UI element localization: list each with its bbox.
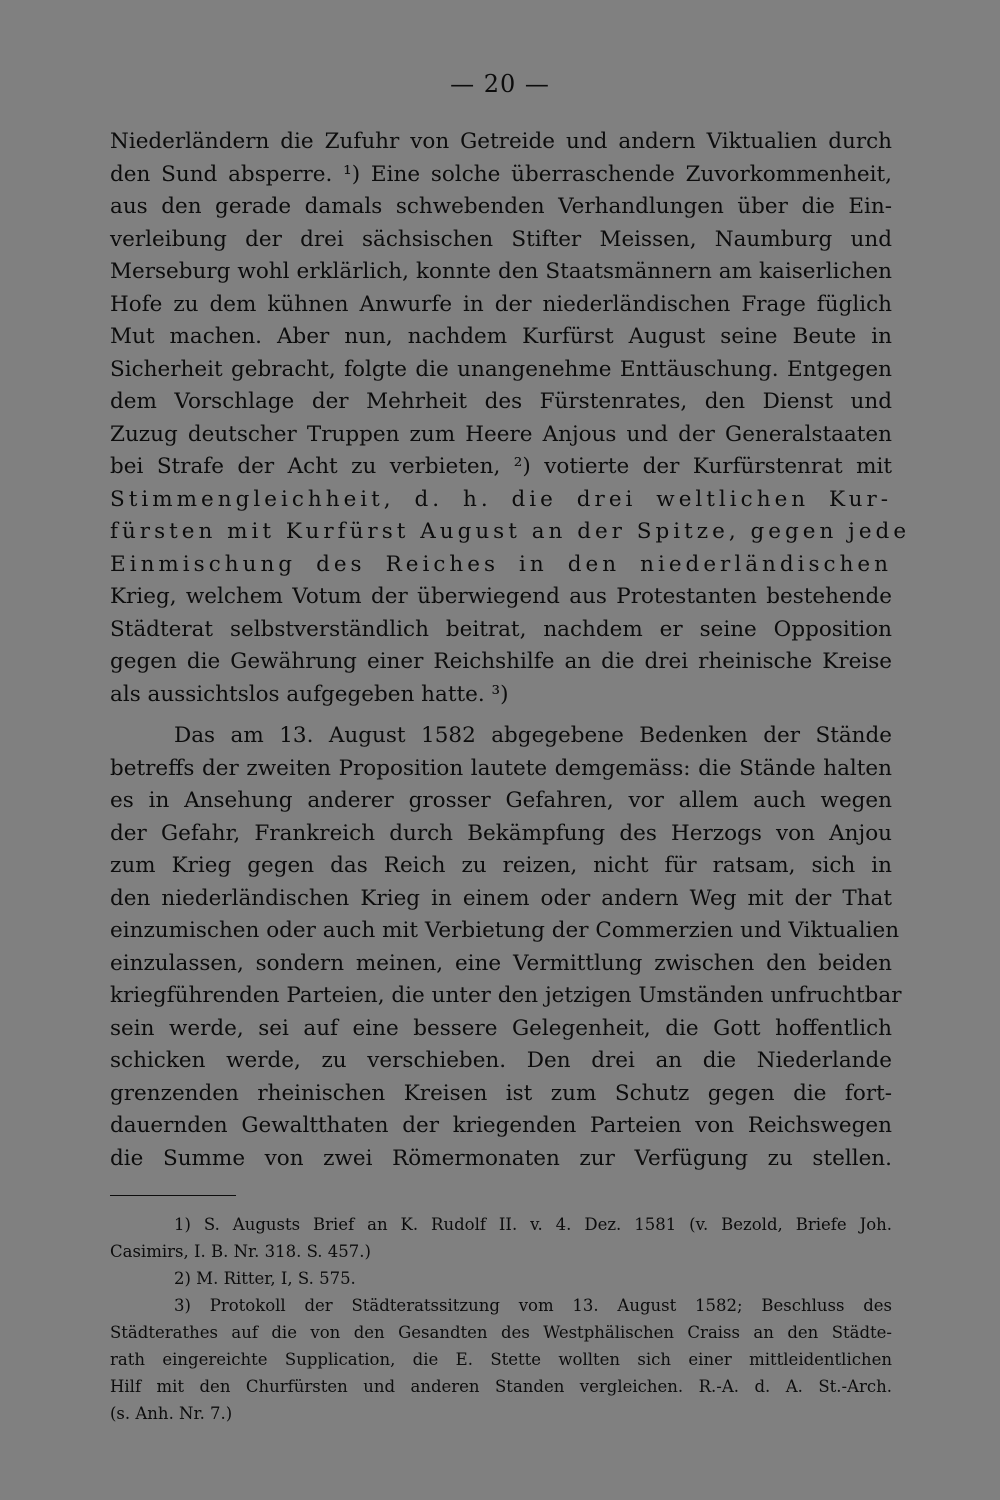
text-line: dauernden Gewaltthaten der kriegenden Parteien von Reichswegen — [110, 1113, 892, 1138]
page-number: — 20 — — [450, 70, 550, 98]
footnote-line: Casimirs, I. B. Nr. 318. S. 457.) — [110, 1242, 371, 1261]
text-line: Krieg, welchem Votum der überwiegend aus Protestanten bestehende — [110, 584, 892, 609]
text-line: Zuzug deutscher Truppen zum Heere Anjous und der Generalstaaten — [110, 421, 892, 447]
footnote-divider — [110, 1195, 236, 1196]
footnote-line: rath eingereichte Supplication, die E. Stette wollten sich einer mittleidentlichen — [110, 1350, 892, 1369]
text-line: kriegführenden Parteien, die unter den jetzigen Umständen unfruchtbar — [110, 983, 902, 1008]
text-line: Hofe zu dem kühnen Anwurfe in der niederländischen Frage füglich — [110, 291, 892, 317]
text-line: Niederländern die Zufuhr von Getreide und andern Viktualien durch — [110, 129, 892, 154]
text-line: den Sund absperre. ¹) Eine solche überraschende Zuvorkommenheit, — [110, 161, 892, 187]
text-line: Das am 13. August 1582 abgegebene Bedenken der Stände — [174, 723, 892, 748]
body-paragraph-2 — [110, 720, 902, 1175]
text-line: bei Strafe der Acht zu verbieten, ²) votierte der Kurfürstenrat mit — [110, 454, 892, 479]
text-line: einzumischen oder auch mit Verbietung der Commerzien und Viktualien — [110, 918, 900, 943]
footnote-line: Hilf mit den Churfürsten und anderen Standen vergleichen. R.-A. d. A. St.-Arch. — [110, 1377, 892, 1396]
text-line: als aussichtslos aufgegeben hatte. ³) — [110, 681, 509, 707]
text-line: der Gefahr, Frankreich durch Bekämpfung des Herzogs von Anjou — [110, 820, 892, 846]
text-line: einzulassen, sondern meinen, eine Vermittlung zwischen den beiden — [110, 950, 892, 976]
text-line: den niederländischen Krieg in einem oder andern Weg mit der That — [110, 885, 892, 911]
text-line-spaced: Einmischung des Reiches in den niederländischen — [110, 551, 892, 577]
text-line: aus den gerade damals schwebenden Verhandlungen über die Ein- — [110, 194, 892, 219]
text-line: dem Vorschlage der Mehrheit des Fürstenrates, den Dienst und — [110, 389, 892, 414]
footnote-line: (s. Anh. Nr. 7.) — [110, 1404, 233, 1423]
text-line-spaced: Stimmengleichheit, d. h. die drei weltlichen Kur- — [110, 486, 892, 512]
text-line: Sicherheit gebracht, folgte die unangenehme Enttäuschung. Entgegen — [110, 356, 892, 382]
text-line: grenzenden rheinischen Kreisen ist zum Schutz gegen die fort- — [110, 1080, 892, 1106]
text-line: schicken werde, zu verschieben. Den drei an die Niederlande — [110, 1048, 892, 1073]
text-line: Städterat selbstverständlich beitrat, nachdem er seine Opposition — [110, 616, 892, 642]
text-line: sein werde, sei auf eine bessere Gelegenheit, die Gott hoffentlich — [110, 1015, 892, 1041]
text-line: die Summe von zwei Römermonaten zur Verfügung zu stellen. — [110, 1145, 892, 1171]
footnote-line: Städterathes auf die von den Gesandten des Westphälischen Craiss an den Städte- — [110, 1323, 892, 1342]
text-line-spaced: fürsten mit Kurfürst August an der Spitze, gegen jede — [110, 519, 911, 544]
text-line: Merseburg wohl erklärlich, konnte den Staatsmännern am kaiserlichen — [110, 259, 892, 284]
text-line: gegen die Gewährung einer Reichshilfe an die drei rheinische Kreise — [110, 649, 892, 674]
text-line: zum Krieg gegen das Reich zu reizen, nicht für ratsam, sich in — [110, 853, 892, 878]
body-paragraph-1 — [110, 126, 911, 711]
text-line: verleibung der drei sächsischen Stifter Meissen, Naumburg und — [110, 226, 892, 252]
footnote-line: 1) S. Augusts Brief an K. Rudolf II. v. 4. Dez. 1581 (v. Bezold, Briefe Joh. — [174, 1215, 892, 1234]
text-line: es in Ansehung anderer grosser Gefahren, vor allem auch wegen — [110, 788, 892, 813]
footnotes — [110, 1211, 892, 1427]
text-line: Mut machen. Aber nun, nachdem Kurfürst August seine Beute in — [110, 324, 892, 349]
footnote-line: 3) Protokoll der Städteratssitzung vom 13. August 1582; Beschluss des — [174, 1296, 892, 1315]
footnote-line: 2) M. Ritter, I, S. 575. — [174, 1269, 356, 1288]
text-line: betreffs der zweiten Proposition lautete demgemäss: die Stände halten — [110, 755, 892, 781]
